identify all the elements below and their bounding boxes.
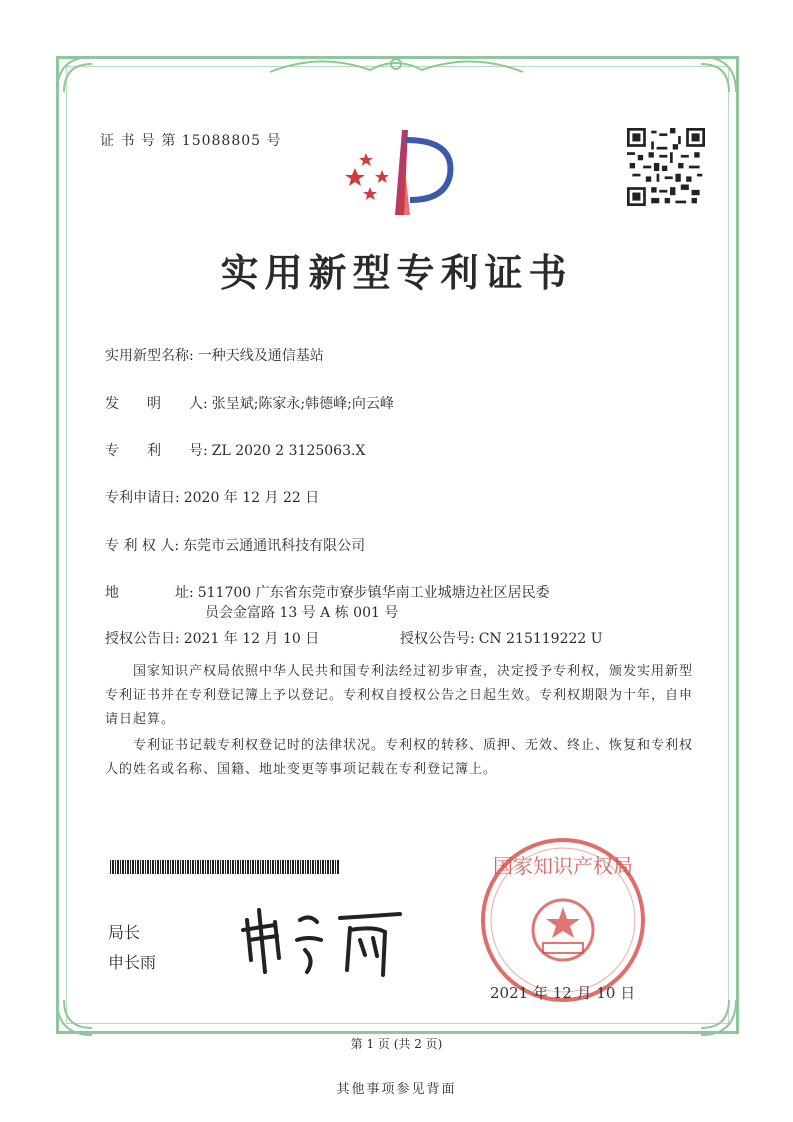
grant-date-row xyxy=(105,628,319,648)
filing-date-row xyxy=(105,487,319,507)
field-label: 发 明 人: xyxy=(105,396,208,412)
patent-office-logo-icon xyxy=(340,120,460,220)
field-value: 张呈斌;陈家永;韩德峰;向云峰 xyxy=(211,396,394,412)
certificate-title: 实用新型专利证书 xyxy=(220,250,573,295)
official-seal-icon xyxy=(478,835,648,1005)
field-label: 授权公告号: xyxy=(400,631,475,647)
grant-statement-paragraph: 国家知识产权局依照中华人民共和国专利法经过初步审查，决定授予专利权，颁发实用新型专利证书并在专利登记簿上予以登记。专利权自授权公告之日起生效。专利权期限为十年，自申请日起算。 xyxy=(105,664,694,727)
field-value: CN 215119222 U xyxy=(478,631,603,647)
corner-ornament-icon xyxy=(671,970,741,1040)
patentee-row xyxy=(105,535,365,555)
qr-code-icon xyxy=(627,128,705,206)
field-label: 实用新型名称: xyxy=(105,348,194,364)
field-label: 专 利 号: xyxy=(105,443,208,459)
field-label: 授权公告日: xyxy=(105,631,180,647)
field-value: 东莞市云通通讯科技有限公司 xyxy=(183,538,366,554)
inventor-row xyxy=(105,393,394,413)
field-value: 511700 广东省东莞市寮步镇华南工业城塘边社区居民委 xyxy=(197,585,550,601)
seal-date: 2021 年 12 月 10 日 xyxy=(490,984,636,1002)
certificate-number: 证 书 号 第 15088805 号 xyxy=(100,133,282,149)
director-title: 局长 xyxy=(108,923,141,942)
corner-ornament-icon xyxy=(671,52,741,122)
corner-ornament-icon xyxy=(52,52,122,122)
top-ornament-icon xyxy=(260,52,533,82)
field-label: 专利申请日: xyxy=(105,490,180,506)
utility-model-name-row xyxy=(105,345,324,365)
field-value: 2021 年 12 月 10 日 xyxy=(183,631,320,647)
director-signature-icon xyxy=(235,900,410,980)
field-value: 2020 年 12 月 22 日 xyxy=(183,490,320,506)
patent-number-row xyxy=(105,440,365,460)
corner-ornament-icon xyxy=(52,970,122,1040)
address-line-2: 员会金富路 13 号 A 栋 001 号 xyxy=(205,605,399,621)
field-value: 一种天线及通信基站 xyxy=(197,348,324,364)
barcode xyxy=(110,860,340,874)
legal-status-paragraph: 专利证书记载专利权登记时的法律状况。专利权的转移、质押、无效、终止、恢复和专利权人的姓名或名称、国籍、地址变更等事项记载在专利登记簿上。 xyxy=(105,738,694,777)
page-number: 第 1 页 (共 2 页) xyxy=(350,1037,443,1051)
footer-note: 其他事项参见背面 xyxy=(336,1082,457,1097)
director-name: 申长雨 xyxy=(108,953,157,972)
field-label: 地 址: xyxy=(105,585,194,601)
seal-text: 国家知识产权局 xyxy=(493,854,633,878)
grant-number-row xyxy=(400,628,603,648)
field-value: ZL 2020 2 3125063.X xyxy=(211,443,366,459)
address-row xyxy=(105,582,550,602)
field-label: 专 利 权 人: xyxy=(105,538,180,554)
